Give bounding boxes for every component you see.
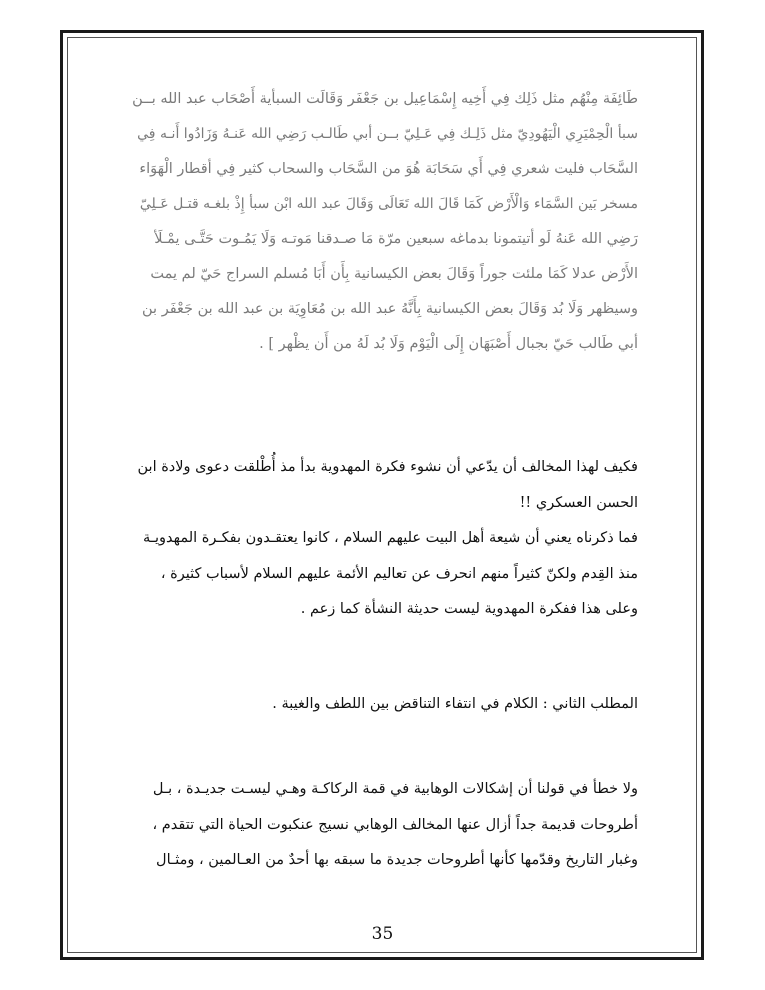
heading-text: المطلب الثاني : الكلام في انتفاء التناقض بين اللطف والغيبة . bbox=[272, 696, 638, 712]
paragraph-line: فكيف لهذا المخالف أن يدّعي أن نشوء فكرة المهدوية بدأ مذ أُطْلقت دعوى ولادة ابن bbox=[137, 459, 638, 475]
quote-line: أبي طَالب حَيّ بجبال أَصْبَهَان إِلَى الْيَوْم وَلَا بُد لَهُ من أَن يظْهر ] . bbox=[259, 336, 638, 352]
paragraph-line: ولا خطأ في قولنا أن إشكالات الوهابية في قمة الركاكـة وهـي ليسـت جديـدة ، بـل bbox=[152, 781, 638, 797]
quote-line: وسيظهر وَلَا بُد وَقَالَ بعض الكيسانية بِأَنَّهُ عبد الله بن مُعَاوِيَة بن عبد الله بن جَعْفَر بن bbox=[142, 301, 638, 317]
paragraph-line: فما ذكرناه يعني أن شيعة أهل البيت عليهم السلام ، كانوا يعتقـدون بفكـرة المهدويـة bbox=[142, 530, 638, 546]
page-number: 35 bbox=[371, 924, 394, 944]
paragraph-line: وغبار التاريخ وقدّمها كأنها أطروحات جديدة ما سبقه بها أحدٌ من العـالمين ، ومثـال bbox=[156, 852, 638, 868]
quote-line: السَّحَاب فليت شعري فِي أَي سَحَابَة هُوَ من السَّحَاب والسحاب كثير فِي أقطار الْهَوَاء bbox=[139, 161, 638, 177]
paragraph-mahdawiya bbox=[128, 450, 638, 628]
paragraph-wahhabi bbox=[128, 772, 638, 879]
page-content bbox=[128, 82, 638, 868]
quote-line: الأَرْض عدلا كَمَا ملئت جوراً وَقَالَ بعض الكيسانية بِأَن أَبَا مُسلم السراج حَيّ لم يمت bbox=[150, 266, 638, 282]
quote-line: طَائِفَة مِنْهُم مثل ذَلِك فِي أَخِيه إِسْمَاعِيل بن جَعْفَر وَقَالَت السبأية أَصْحَاب عبد الله بــن bbox=[132, 91, 638, 107]
paragraph-line: منذ القِدم ولكنّ كثيراً منهم انحرف عن تعاليم الأئمة عليهم السلام لأسباب كثيرة ، bbox=[160, 565, 638, 582]
quoted-passage bbox=[128, 82, 638, 362]
paragraph-line: الحسن العسكري !! bbox=[519, 494, 638, 511]
section-heading bbox=[128, 687, 638, 723]
paragraph-line: أطروحات قديمة جداً أزال عنها المخالف الوهابي نسيج عنكبوت الحياة التي تتقدم ، bbox=[152, 816, 638, 833]
quote-line: مسخر بَين السَّمَاء وَالْأَرْض كَمَا قَالَ الله تَعَالَى وَقَالَ عبد الله ابْن سبأ إِذْ بلغـه قتـل عَـلِيّ bbox=[139, 196, 638, 212]
paragraph-line: وعلى هذا ففكرة المهدوية ليست حديثة النشأة كما زعم . bbox=[300, 601, 638, 617]
quote-line: سبأ الْحِمْيَرِي الْيَهُودِيّ مثل ذَلِـك فِي عَـلِيّ بــن أبي طَالـب رَضِي الله عَنـهُ وَزَادُوا أَنـه فِي bbox=[137, 126, 638, 142]
quote-line: رَضِي الله عَنهُ لَو أتيتمونا بدماغه سبعين مرّة مَا صـدقنا مَوتـه وَلَا يَمُـوت حَتَّـى يمْـلَأ bbox=[154, 231, 638, 247]
